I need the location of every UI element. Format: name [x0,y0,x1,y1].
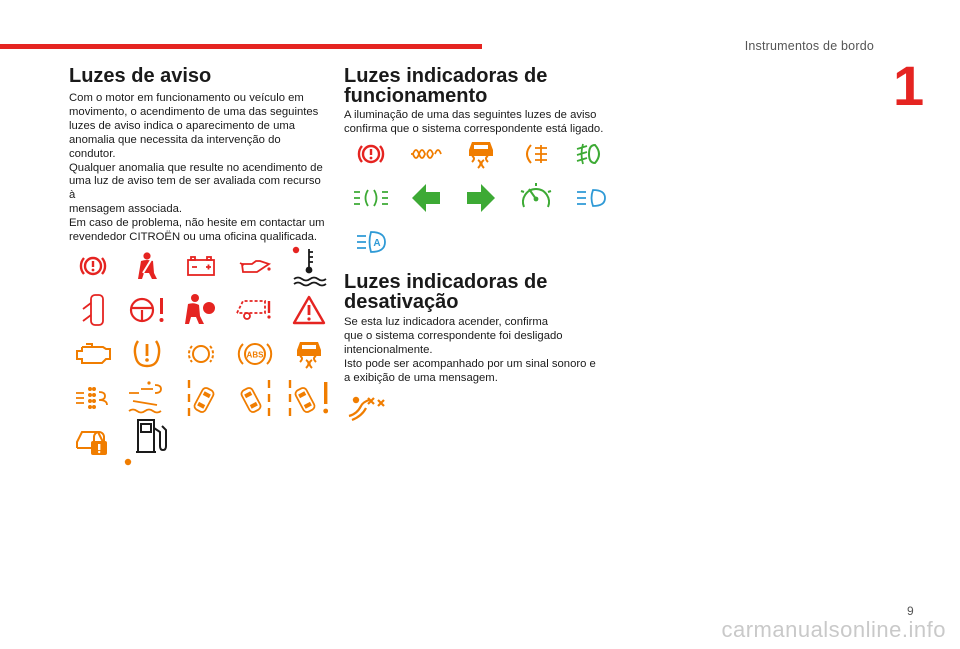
fuel-low-icon [120,420,174,464]
front-fog-icon [563,139,618,169]
rear-fog-icon [508,139,563,169]
auto-beam-label: A [372,238,381,249]
abs-label: ABS [246,350,264,360]
section-luzes-funcionamento [344,66,604,137]
warning-lights-grid [66,244,336,464]
stability-off-icon [346,392,388,427]
door-open-icon [66,288,120,332]
chapter-number: 1 [893,54,925,117]
section-luzes-desativacao [344,272,604,386]
luzes-aviso-body: Com o motor em funcionamento ou veículo em movimento, o acendimento de uma das seguintes luzes de aviso indica o aparecimento de uma anomalia que necessita da intervenção do condutor. Qualquer anomalia que resulte no acendimento de uma luz de aviso tem de ser avaliada com recurso à mensagem associada. Em caso de problema, não hesite em contactar um revendedor CITROËN ou uma oficina qualificada. [69,92,325,244]
section-luzes-aviso [69,66,329,245]
glow-plug-icon [398,139,453,169]
turn-left-icon [398,183,453,213]
page-number: 9 [907,604,914,618]
brake-warning-icon [66,244,120,288]
header-red-bar [0,44,482,49]
parking-brake-icon [343,139,398,169]
seatbelt-icon [120,244,174,288]
watermark: carmanualsonline.info [721,617,946,642]
lane-departure-warning-icon [282,376,336,420]
particle-filter-icon [66,376,120,420]
luzes-funcionamento-heading: Luzes indicadoras de funcionamento [344,65,548,107]
tyre-pressure-icon [120,332,174,376]
coolant-temperature-icon [282,244,336,288]
luzes-desativacao-body: Se esta luz indicadora acender, confirma que o sistema correspondente foi desligado intencionalmente. Isto pode ser acompanhado por um sinal sonoro e a exibição de uma mensagem. [344,316,596,384]
battery-icon [174,244,228,288]
luzes-aviso-heading: Luzes de aviso [69,65,212,87]
power-steering-icon [120,288,174,332]
abs-icon [228,332,282,376]
section-title: Instrumentos de bordo [744,39,874,53]
hazard-triangle-icon [282,288,336,332]
luzes-funcionamento-body: A iluminação de uma das seguintes luzes de aviso confirma que o sistema correspondente está ligado. [344,109,604,135]
turn-right-icon [453,183,508,213]
trailer-icon [228,288,282,332]
oil-pressure-icon [228,244,282,288]
airbag-icon [174,288,228,332]
luzes-desativacao-heading: Luzes indicadoras de desativação [344,271,548,313]
lane-departure-detect-icon [228,376,282,420]
brake-pad-icon [174,332,228,376]
stability-active-icon [453,139,508,169]
main-beam-icon [563,183,618,213]
cruise-control-icon [508,183,563,213]
sidelights-icon [343,183,398,213]
water-in-diesel-icon [120,376,174,420]
child-lock-icon [66,420,120,464]
engine-check-icon [66,332,120,376]
auto-main-beam-icon [343,227,398,257]
indicator-lights-grid [343,139,618,257]
stability-control-icon [282,332,336,376]
lane-departure-icon [174,376,228,420]
